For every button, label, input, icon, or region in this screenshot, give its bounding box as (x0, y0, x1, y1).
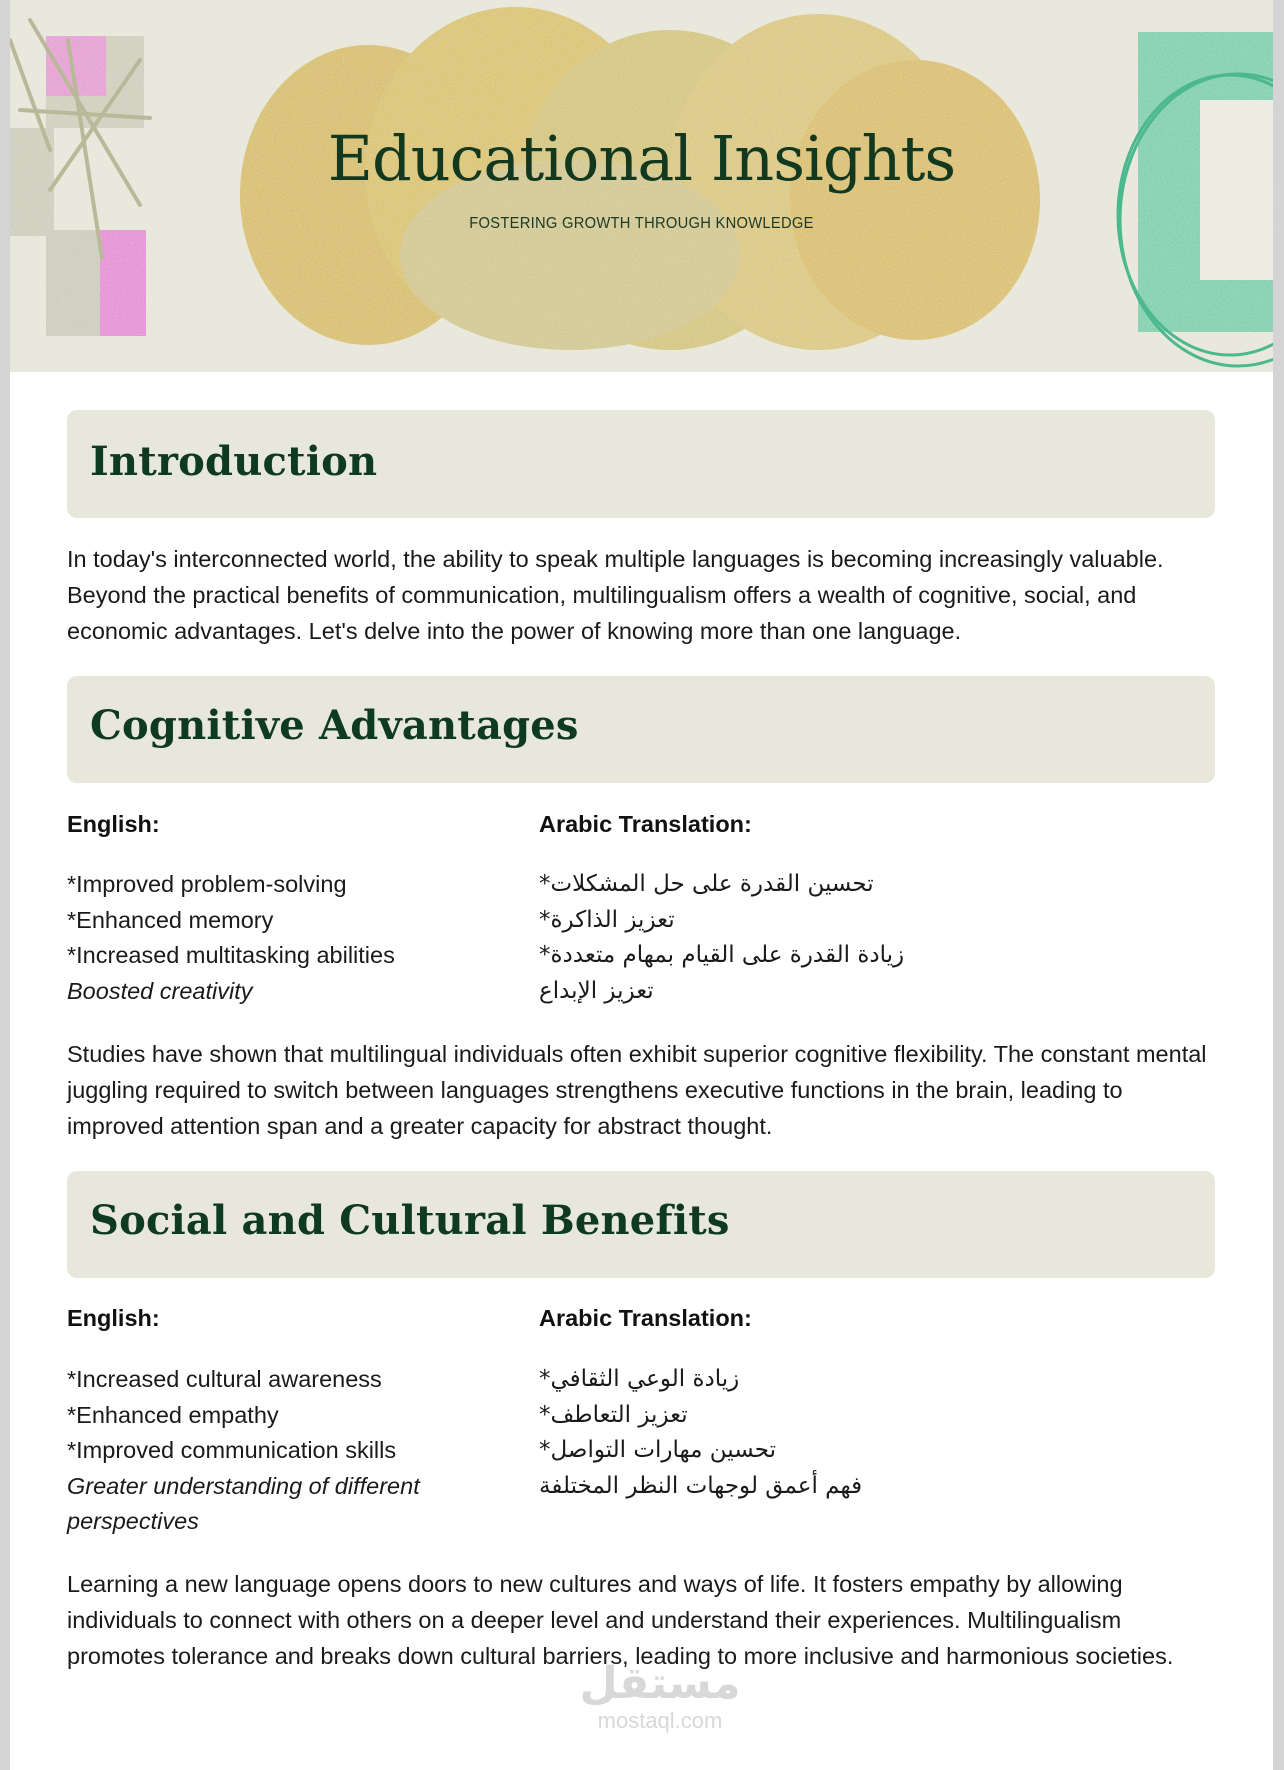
list-item: *تحسين مهارات التواصل (539, 1437, 776, 1463)
arabic-column-label: Arabic Translation: (539, 811, 752, 837)
banner-title: Educational Insights (327, 122, 956, 195)
social-paragraph: Learning a new language opens doors to new cultures and ways of life. It fosters empathy by allowing individuals to connect with others on a deeper level and understand their experiences. Multilingualism promotes tolerance and breaks down cultural barriers, leading to more inclusive and harmonious societies. (67, 1571, 1174, 1669)
list-item: *Enhanced empathy (67, 1401, 279, 1428)
list-item: Boosted creativity (67, 977, 253, 1004)
list-item: *Enhanced memory (67, 906, 274, 933)
watermark-url: mostaql.com (597, 1708, 723, 1733)
list-item: *Increased multitasking abilities (67, 942, 395, 968)
list-item: *Improved communication skills (67, 1437, 397, 1463)
section-heading: Social and Cultural Benefits (90, 1197, 730, 1244)
section-header-social (67, 1171, 1215, 1278)
list-item: *تعزيز الذاكرة (539, 906, 675, 933)
list-item: *تحسين القدرة على حل المشكلات (539, 871, 874, 897)
list-item: *زيادة القدرة على القيام بمهام متعددة (539, 942, 905, 968)
watermark-arabic: مستقل (579, 1658, 741, 1709)
watermark (540, 1660, 780, 1734)
english-column-label: English: (67, 1305, 160, 1331)
social-arabic-list (539, 1362, 1099, 1504)
list-item: *زيادة الوعي الثقافي (539, 1366, 740, 1392)
list-item: فهم أعمق لوجهات النظر المختلفة (539, 1472, 863, 1499)
english-column-label: English: (67, 811, 160, 837)
cognitive-paragraph: Studies have shown that multilingual individuals often exhibit superior cognitive flexibility. The constant mental juggling required to switch between languages strengthens executive functions in the brain, leading to improved attention span and a greater capacity for abstract thought. (67, 1041, 1207, 1139)
section-heading: Cognitive Advantages (90, 702, 579, 749)
list-item: *Improved problem-solving (67, 871, 347, 897)
introduction-paragraph: In today's interconnected world, the ability to speak multiple languages is becoming increasingly valuable. Beyond the practical benefits of communication, multilingualism offers a wealth of cognitive, social, and economic advantages. Let's delve into the power of knowing more than one language. (67, 546, 1164, 644)
list-item: تعزيز الإبداع (539, 977, 654, 1004)
header-banner (10, 0, 1273, 372)
document-page (10, 0, 1273, 1770)
list-item: *Increased cultural awareness (67, 1366, 382, 1392)
section-header-cognitive (67, 676, 1215, 783)
cognitive-english-list (67, 867, 507, 1009)
list-item: Greater understanding of different perspectives (67, 1472, 420, 1534)
social-english-list (67, 1362, 507, 1540)
banner-subtitle: FOSTERING GROWTH THROUGH KNOWLEDGE (469, 215, 814, 232)
list-item: *تعزيز التعاطف (539, 1401, 688, 1428)
cognitive-arabic-list (539, 867, 1099, 1009)
section-heading: Introduction (90, 438, 378, 485)
arabic-column-label: Arabic Translation: (539, 1305, 752, 1331)
section-header-introduction (67, 410, 1215, 518)
